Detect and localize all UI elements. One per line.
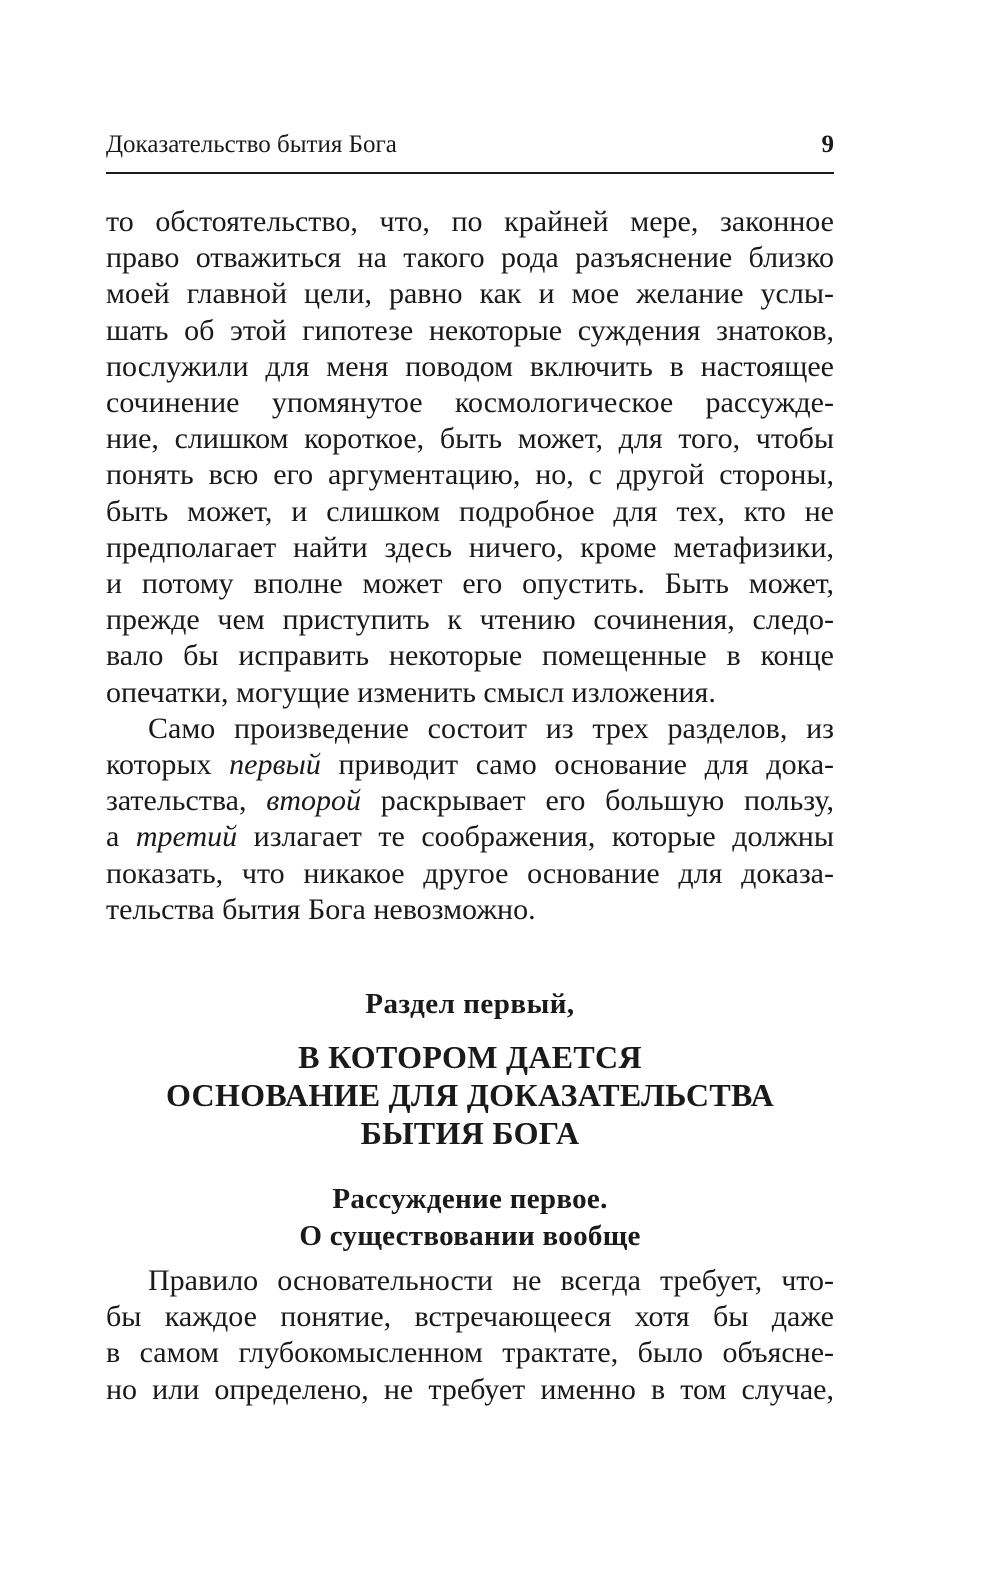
page-number: 9 xyxy=(821,131,834,158)
italic-term-third: третий xyxy=(135,820,238,854)
italic-term-first: первый xyxy=(229,748,321,782)
italic-term-second: второй xyxy=(266,784,361,818)
header-rule xyxy=(106,172,834,174)
subsection-title-line: Рассуждение первое. xyxy=(332,1183,608,1215)
body-text-top xyxy=(106,204,834,928)
paragraph-1-line: сочинение упомянутое космологическое рассужде- xyxy=(106,386,834,420)
section-title-line: В КОТОРОМ ДАЕТСЯ xyxy=(298,1039,642,1075)
text-run: приводит само основание для дока- xyxy=(320,748,834,782)
paragraph-1-line: предполагает найти здесь ничего, кроме метафизики, xyxy=(106,530,834,564)
paragraph-1-line: понять всю его аргументацию, но, с другой стороны, xyxy=(106,458,834,492)
paragraph-1-line: и потому вполне может его опустить. Быть может, xyxy=(106,567,834,601)
paragraph-3 xyxy=(106,1263,834,1408)
paragraph-3-line: Правило основательности не всегда требует, что- xyxy=(148,1264,834,1297)
text-run: излагает те соображения, которые должны xyxy=(237,820,834,854)
paragraph-1-line: то обстоятельство, что, по крайней мере, законное xyxy=(106,205,834,238)
running-head xyxy=(106,125,834,165)
subsection-title xyxy=(106,1181,834,1255)
paragraph-2 xyxy=(106,711,834,928)
text-run: раскрывает его большую пользу, xyxy=(360,784,835,818)
text-run: а xyxy=(106,820,136,854)
running-head-title: Доказательство бытия Бога xyxy=(106,131,397,158)
body-text-bottom xyxy=(106,1263,834,1408)
paragraph-3-line: но или определено, не требует именно в том случае, xyxy=(106,1372,834,1406)
paragraph-1-line: прежде чем приступить к чтению сочинения, следо- xyxy=(106,603,834,637)
paragraph-2-line xyxy=(106,783,834,819)
paragraph-2-line xyxy=(106,747,834,783)
paragraph-3-line: в самом глубокомысленном трактате, было объясне- xyxy=(106,1336,834,1370)
subsection-title-line: О существовании вообще xyxy=(299,1220,641,1252)
section-title-line: ОСНОВАНИЕ ДЛЯ ДОКАЗАТЕЛЬСТВА xyxy=(165,1077,775,1113)
paragraph-2-line: Само произведение состоит из трех разделов, из xyxy=(148,711,834,745)
section-title-line: БЫТИЯ БОГА xyxy=(360,1115,580,1151)
paragraph-1-line: право отважиться на такого рода разъяснение близко xyxy=(106,241,834,275)
paragraph-2-line: показать, что никакое другое основание для доказа- xyxy=(106,856,834,890)
text-run: которых xyxy=(106,748,230,782)
paragraph-3-line: бы каждое понятие, встречающееся хотя бы даже xyxy=(106,1300,834,1334)
paragraph-1-line: послужили для меня поводом включить в настоящее xyxy=(106,349,834,383)
paragraph-1-line: опечатки, могущие изменить смысл изложения. xyxy=(106,675,716,709)
section-label: Раздел первый, xyxy=(365,988,575,1020)
section-title xyxy=(106,1038,834,1152)
paragraph-1-line: моей главной цели, равно как и мое желание услы- xyxy=(106,277,834,311)
paragraph-1-line: шать об этой гипотезе некоторые суждения знатоков, xyxy=(106,313,834,347)
paragraph-1-line: вало бы исправить некоторые помещенные в конце xyxy=(106,639,834,673)
paragraph-2-line xyxy=(106,819,834,855)
text-run: зательства, xyxy=(106,784,267,818)
paragraph-1-line: ние, слишком короткое, быть может, для того, чтобы xyxy=(106,422,834,456)
paragraph-2-line: тельства бытия Бога невозможно. xyxy=(106,892,536,926)
paragraph-1-line: быть может, и слишком подробное для тех, кто не xyxy=(106,494,834,528)
paragraph-1 xyxy=(106,204,834,711)
